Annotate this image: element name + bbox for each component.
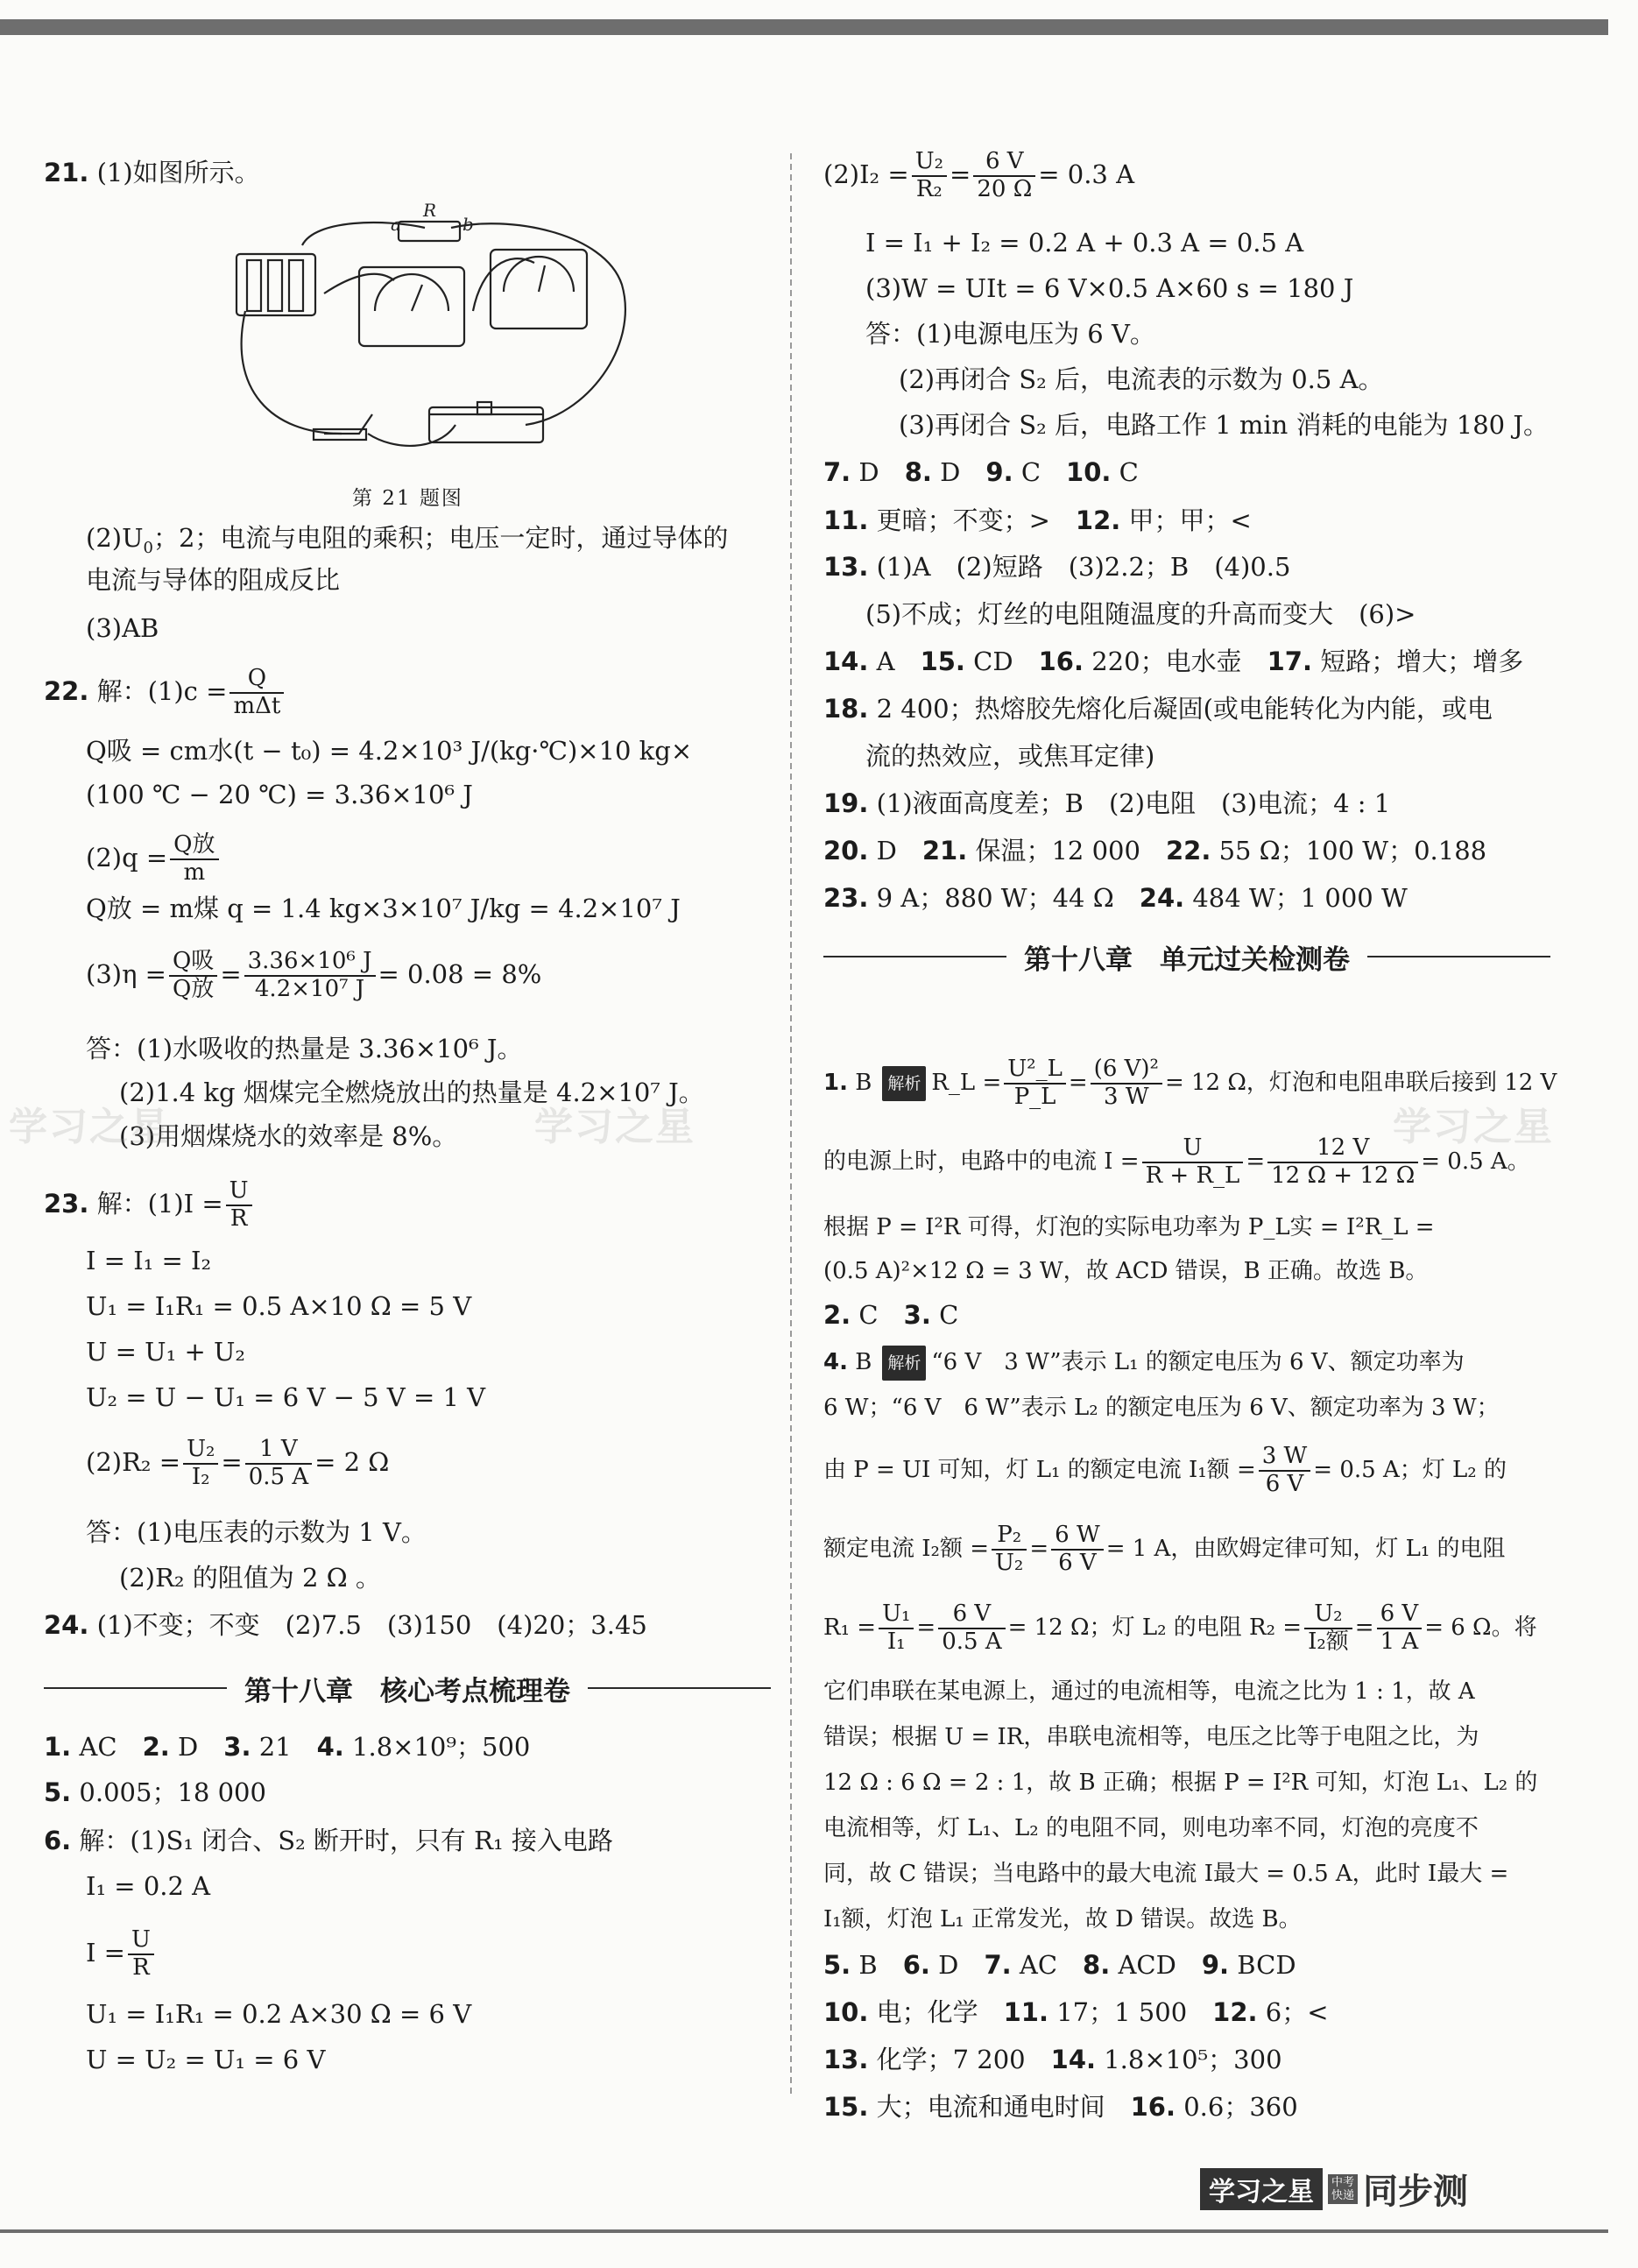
core-answers-row1: 1. AC 2. D 3. 21 4. 1.8×10⁹；500 [44, 1732, 531, 1762]
r-line2: I = I₁ + I₂ = 0.2 A + 0.3 A = 0.5 A [865, 228, 1304, 258]
brand-name: 同步测 [1363, 2172, 1469, 2212]
r-answer-13b: (5)不成；灯丝的电阻随温度的升高而变大 (6)> [865, 599, 1416, 629]
r-answers-11-12: 11. 更暗；不变；> 12. 甲；甲；< [823, 505, 1252, 535]
q22-line3: (100 ℃ − 20 ℃) = 3.36×10⁶ J [86, 780, 473, 809]
top-bar [0, 19, 1608, 35]
q21-line4: (3)AB [86, 613, 159, 643]
q21-line2: $(2)U_0$；2；电流与电阻的乘积；电压一定时，通过导体的 [86, 523, 729, 557]
r-answer-18b: 流的热效应，或焦耳定律) [865, 741, 1155, 771]
u-q4-line7: 错误；根据 U = IR，串联电流相等，电压之比等于电阻之比，为 [823, 1724, 1479, 1750]
q24-line: 24. (1)不变；不变 (2)7.5 (3)150 (4)20；3.45 [44, 1610, 647, 1640]
bottom-rule [0, 2229, 1608, 2233]
column-divider [790, 153, 792, 2098]
section-title-core: 第十八章 核心考点梳理卷 [44, 1669, 771, 1707]
u-q4-line2: 6 W；“6 V 6 W”表示 L₂ 的额定电压为 6 V、额定功率为 3 W； [823, 1395, 1500, 1421]
r-answers-14-17: 14. A 15. CD 16. 220；电水壶 17. 短路；增大；增多 [823, 646, 1524, 676]
section-title-unit: 第十八章 单元过关检测卷 [823, 937, 1550, 976]
r-answer-18: 18. 2 400；热熔胶先熔化后凝固(或电能转化为内能，或电 [823, 694, 1493, 724]
r-answers-20-22: 20. D 21. 保温；12 000 22. 55 Ω；100 W；0.188 [823, 836, 1487, 866]
brand-mark: 学习之星 [1200, 2168, 1323, 2210]
q23-line1: 23. 解：(1)I = $\frac{U}{R}$ [44, 1178, 255, 1233]
u-q4-line4: 额定电流 I₂额 = $\frac{\text{P₂}}{\text{U₂}}$ = $\frac{6 W}{6 V}$ = 1 A，由欧姆定律可知，灯 L₁ 的电阻 [823, 1522, 1506, 1576]
u-q4-line6: 它们串联在某电源上，通过的电流相等，电流之比为 1 : 1，故 A [823, 1678, 1475, 1705]
q22-line6: (3)η = $\frac{\text{Q吸}}{\text{Q放}}$ = $\frac{\text{3.36×10⁶ J}}{\text{4.2×10⁷ J}}$ = 0.08 = 8% [86, 948, 542, 1002]
u-q1-line4: (0.5 A)²×12 Ω = 3 W，故 ACD 错误，B 正确。故选 B。 [823, 1258, 1429, 1284]
u-q1-line3: 根据 P = I²R 可得，灯泡的实际电功率为 P_L实 = I²R_L = [823, 1214, 1435, 1240]
u-answers-2-3: 2. C 3. C [823, 1300, 959, 1330]
u-answers-10-12: 10. 电；化学 11. 17；1 500 12. 6；< [823, 1997, 1329, 2027]
r-answer-19: 19. (1)液面高度差；B (2)电阻 (3)电流；4 : 1 [823, 788, 1391, 818]
q22-line5: Q放 = m煤 q = 1.4 kg×3×10⁷ J/kg = 4.2×10⁷ J [86, 894, 681, 923]
q22-line2: Q吸 = cm水(t − t₀) = 4.2×10³ J/(kg·℃)×10 kg× [86, 736, 693, 766]
r-line5: (2)再闭合 S₂ 后，电流表的示数为 0.5 A。 [899, 364, 1384, 394]
r-answer-13: 13. (1)A (2)短路 (3)2.2；B (4)0.5 [823, 552, 1291, 582]
u-q4-line3: 由 P = UI 可知，灯 L₁ 的额定电流 I₁额 = $\frac{3 W}{6 V}$ = 0.5 A；灯 L₂ 的 [823, 1443, 1507, 1497]
core-q6-line4: U₁ = I₁R₁ = 0.2 A×30 Ω = 6 V [86, 1999, 472, 2029]
r-line3: (3)W = UIt = 6 V×0.5 A×60 s = 180 J [865, 273, 1354, 303]
u-answers-15-16: 15. 大；电流和通电时间 16. 0.6；360 [823, 2092, 1298, 2122]
q23-line3: U₁ = I₁R₁ = 0.5 A×10 Ω = 5 V [86, 1291, 472, 1321]
q23-answer2: (2)R₂ 的阻值为 2 Ω 。 [119, 1563, 381, 1593]
watermark-mid: 学习之星 [534, 1105, 695, 1149]
u-q4-line8: 12 Ω : 6 Ω = 2 : 1，故 B 正确；根据 P = I²R 可知，灯泡 L₁、L₂ 的 [823, 1770, 1538, 1796]
u-q1-line2: 的电源上时，电路中的电流 I = $\frac{U}{R + R\_L}$ = $\frac{12 V}{12 \Omega + 12 \Omega}$ = 0.5 A。 [823, 1134, 1530, 1189]
u-q4-line10: 同，故 C 错误；当电路中的最大电流 I最大 = 0.5 A，此时 I最大 = [823, 1861, 1509, 1887]
u-q1-line1: 1. B 解析 R_L = $\frac{\text{U²\_L}}{P\_L}$ = $\frac{\text{(6 V)²}}{3 W}$ = 12 Ω，灯泡和电阻串联后接到 12 V [823, 1056, 1557, 1110]
brand-sub: 中考 快递 [1328, 2174, 1358, 2204]
r-line1: (2)I₂ = $\frac{\text{U₂}}{\text{R₂}}$ = $\frac{6 V}{20 \Omega}$ = 0.3 A [823, 148, 1135, 202]
q23-line6: (2)R₂ = $\frac{\text{U₂}}{\text{I₂}}$ = $\frac{1 V}{0.5 A}$ = 2 Ω [86, 1436, 390, 1490]
q22-line1: 22. 解：(1)c = $\frac{Q}{\text{mΔt}}$ [44, 666, 286, 720]
u-q4-line5: R₁ = $\frac{\text{U₁}}{\text{I₁}}$ = $\frac{6 V}{0.5 A}$ = 12 Ω；灯 L₂ 的电阻 R₂ = $\frac{\text{U₂}}{\text{I₂额}}$ = $\frac{6 V}{1 A}$ = 6 Ω。将 [823, 1600, 1537, 1655]
q21-line1: 21. (1)如图所示。 [44, 158, 260, 187]
q23-line5: U₂ = U − U₁ = 6 V − 5 V = 1 V [86, 1382, 486, 1412]
u-answers-13-14: 13. 化学；7 200 14. 1.8×10⁵；300 [823, 2045, 1282, 2074]
core-q6-line2: I₁ = 0.2 A [86, 1871, 211, 1901]
brand-logo [1200, 2164, 1468, 2214]
q21-line3: 电流与导体的阻成反比 [86, 565, 341, 595]
q23-line2: I = I₁ = I₂ [86, 1246, 212, 1275]
svg-text:a: a [391, 214, 401, 235]
core-answers-row2: 5. 0.005；18 000 [44, 1777, 266, 1807]
core-q6-line1: 6. 解：(1)S₁ 闭合、S₂ 断开时，只有 R₁ 接入电路 [44, 1826, 613, 1855]
core-q6-line5: U = U₂ = U₁ = 6 V [86, 2045, 326, 2074]
r-answers-23-24: 23. 9 A；880 W；44 Ω 24. 484 W；1 000 W [823, 883, 1408, 913]
svg-text:R: R [423, 200, 437, 221]
figure-caption: 第 21 题图 [352, 487, 463, 510]
r-answers-7-10: 7. D 8. D 9. C 10. C [823, 457, 1139, 487]
r-line4: 答：(1)电源电压为 6 V。 [865, 319, 1155, 349]
u-q4-line11: I₁额，灯泡 L₁ 正常发光，故 D 错误。故选 B。 [823, 1906, 1302, 1932]
core-q6-line3: I = $\frac{U}{R}$ [86, 1927, 157, 1982]
u-q4-line9: 电流相等，灯 L₁、L₂ 的电阻不同，则电功率不同，灯泡的亮度不 [823, 1815, 1479, 1841]
svg-text:b: b [462, 214, 474, 235]
q22-answer3: (3)用烟煤烧水的效率是 8%。 [119, 1121, 458, 1151]
r-line6: (3)再闭合 S₂ 后，电路工作 1 min 消耗的电能为 180 J。 [899, 410, 1549, 440]
u-q4-line1: 4. B 解析 “6 V 3 W”表示 L₁ 的额定电压为 6 V、额定功率为 [823, 1346, 1465, 1381]
q22-line4: (2)q = $\frac{\text{Q放}}{m}$ [86, 832, 222, 887]
q22-answer2: (2)1.4 kg 烟煤完全燃烧放出的热量是 4.2×10⁷ J。 [119, 1077, 704, 1107]
watermark-left: 学习之星 [9, 1105, 170, 1149]
u-answers-5-9: 5. B 6. D 7. AC 8. ACD 9. BCD [823, 1950, 1296, 1980]
q23-answer1: 答：(1)电压表的示数为 1 V。 [86, 1517, 427, 1547]
circuit-figure [219, 200, 639, 477]
q22-answer1: 答：(1)水吸收的热量是 3.36×10⁶ J。 [86, 1034, 523, 1063]
watermark-right: 学习之星 [1393, 1105, 1554, 1149]
q23-line4: U = U₁ + U₂ [86, 1337, 246, 1367]
